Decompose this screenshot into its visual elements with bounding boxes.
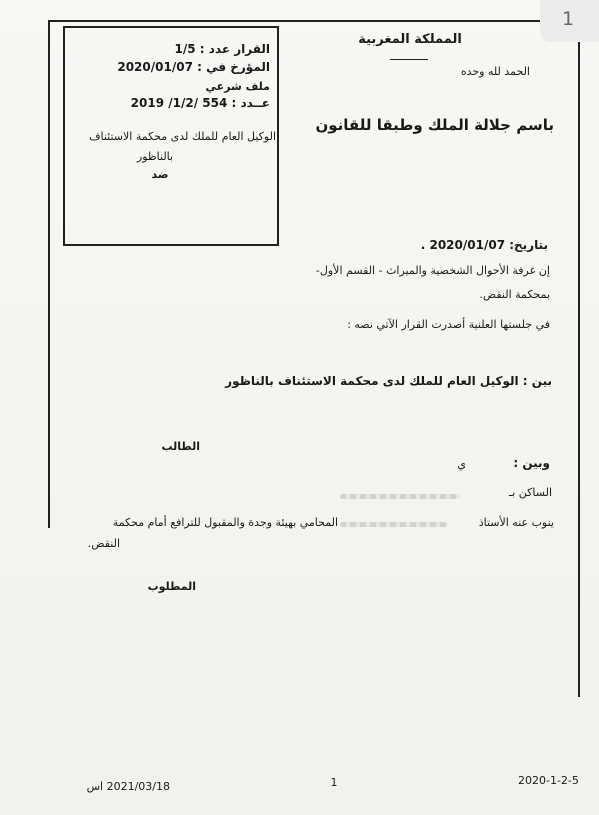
kingdom-title: المملكة المغربية	[358, 32, 462, 47]
header-underline	[390, 59, 428, 60]
applicant-label: الطالب	[161, 440, 200, 453]
top-border-line	[48, 20, 540, 22]
royal-title: باسم جلالة الملك وطبقا للقانون	[315, 116, 554, 134]
appellant-line2: بالناظور	[136, 150, 174, 163]
right-border-line	[578, 42, 580, 697]
lawyer-prefix: ينوب عنه الأستاذ	[478, 516, 554, 529]
and-between-label: وبين :	[513, 456, 550, 470]
left-border-line	[48, 20, 50, 528]
footer-reference: 2020-1-2-5	[518, 774, 579, 787]
appellant-line1: الوكيل العام للملك لدى محكمة الاستئناف	[89, 130, 276, 143]
judgment-date: بتاريخ: 2020/01/07 .	[420, 238, 548, 252]
resident-prefix: الساكن بـ	[509, 486, 552, 499]
respondent-label: المطلوب	[147, 580, 196, 593]
file-number: عــدد : 554 /1/2/ 2019	[130, 96, 270, 110]
page-number-tab[interactable]	[540, 0, 599, 42]
footer-print-date: 2021/03/18 اس	[86, 780, 170, 793]
chamber-line2: بمحكمة النقض.	[479, 288, 550, 301]
decision-number: القرار عدد : 1/5	[174, 42, 270, 56]
praise-line: الحمد لله وحده	[460, 65, 530, 78]
page-number-label: 1	[562, 8, 575, 30]
session-line: في جلستها العلنية أصدرت القرار الآتي نصه :	[347, 318, 550, 331]
against-label: ضد	[151, 168, 169, 181]
lawyer-line2: النقض.	[87, 537, 120, 550]
between-line: بين : الوكيل العام للملك لدى محكمة الاستئناف بالناظور	[225, 374, 552, 388]
chamber-line1: إن غرفة الأحوال الشخصية والميراث - القسم الأول-	[315, 264, 550, 277]
footer-page-number: 1	[330, 776, 338, 789]
lawyer-line1: المحامي بهيئة وجدة والمقبول للترافع أمام محكمة	[112, 516, 338, 529]
redacted-address	[340, 494, 460, 499]
file-type: ملف شرعي	[205, 80, 270, 93]
redacted-lawyer-name	[340, 522, 448, 527]
decision-date: المؤرخ في : 2020/01/07	[117, 60, 270, 74]
and-between-fragment: ي	[457, 458, 466, 471]
